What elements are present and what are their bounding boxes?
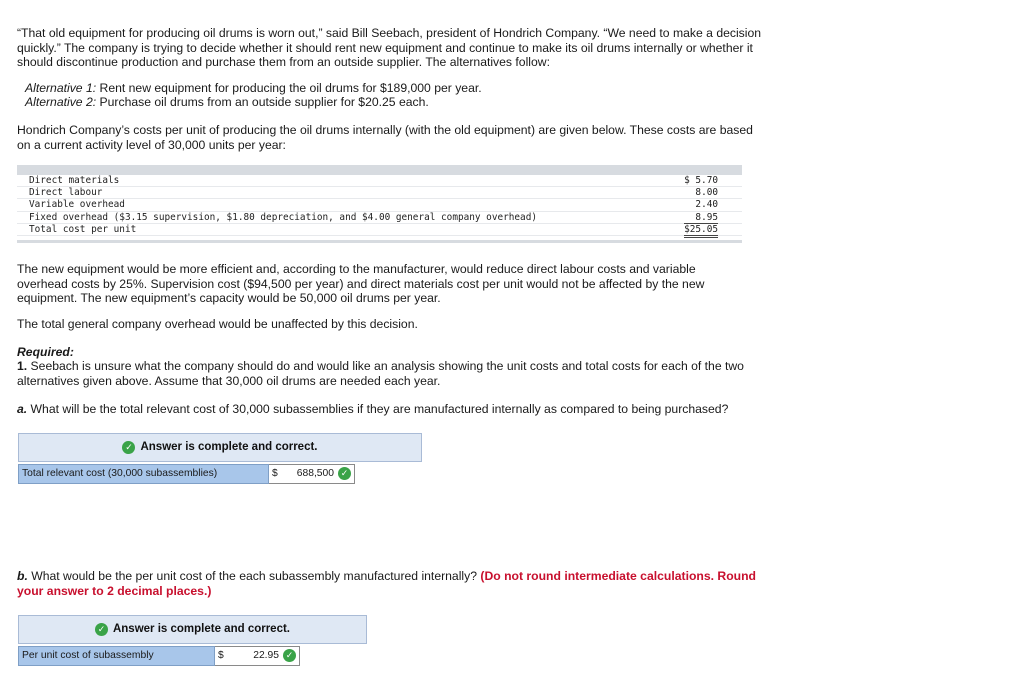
currency-symbol: $ [272, 468, 278, 479]
question-b-instruction: (Do not round intermediate calculations. Round your answer to 2 decimal places.) [17, 569, 756, 598]
question-1 [17, 359, 777, 388]
answer-b-status-text: Answer is complete and correct. [112, 623, 291, 636]
overhead-note: The total general company overhead would be unaffected by this decision. [17, 317, 418, 331]
answer-b-value: 22.95 [253, 650, 279, 661]
alternative-1 [25, 81, 482, 96]
answer-b-row [18, 646, 300, 666]
answer-a-label: Total relevant cost (30,000 subassemblies) [18, 464, 269, 484]
answer-b-input[interactable] [215, 646, 300, 666]
row-value: 2.40 [695, 199, 718, 211]
check-circle-icon: ✓ [283, 649, 296, 662]
alternative-2 [25, 95, 429, 110]
question-a-letter: a. [17, 402, 28, 416]
question-1-number: 1. [17, 359, 28, 373]
alternative-2-label: Alternative 2: [25, 95, 97, 109]
answer-b-status-banner [18, 615, 367, 644]
table-total-row [17, 224, 742, 236]
table-row [17, 199, 742, 211]
answer-a-row [18, 464, 355, 484]
currency-symbol: $ [218, 650, 224, 661]
question-a-text: What will be the total relevant cost of 30,000 subassemblies if they are manufactured internally as compared to being purchased? [27, 402, 729, 416]
alternative-1-text: Rent new equipment for producing the oil drums for $189,000 per year. [96, 81, 482, 95]
answer-b-label: Per unit cost of subassembly [18, 646, 215, 666]
check-circle-icon: ✓ [122, 441, 135, 454]
row-label: Fixed overhead ($3.15 supervision, $1.80 depreciation, and $4.00 general company overhead) [29, 211, 537, 223]
question-a [17, 402, 777, 417]
table-header-bar [17, 165, 742, 175]
table-row [17, 212, 742, 224]
answer-a-input[interactable] [269, 464, 355, 484]
check-circle-icon: ✓ [95, 623, 108, 636]
required-heading: Required: [17, 345, 74, 359]
row-value: 8.95 [695, 211, 718, 223]
table-footer-bar [17, 240, 742, 243]
question-b [17, 569, 777, 598]
alternative-1-label: Alternative 1: [25, 81, 97, 95]
row-label: Direct materials [29, 175, 120, 186]
answer-a-value: 688,500 [296, 468, 334, 479]
table-row [17, 175, 742, 187]
table-row [17, 187, 742, 199]
check-circle-icon: ✓ [338, 467, 351, 480]
question-1-text: Seebach is unsure what the company should do and would like an analysis showing the unit costs and total costs for each of the two alternatives given above. Assume that 30,000 oil drums are needed each year. [17, 359, 744, 388]
question-b-text: What would be the per unit cost of the each subassembly manufactured internally? [27, 569, 481, 583]
unit-cost-table [17, 165, 742, 243]
intro-paragraph: “That old equipment for producing oil drums is worn out,” said Bill Seebach, president of Hondrich Company. “We need to make a decision quickly.” The company is trying to decide whether it should rent new equipment and continue to make its oil drums internally or whether it should discontinue production and purchase them from an outside supplier. The alternatives follow: [17, 26, 762, 69]
answer-a-status-banner [18, 433, 422, 462]
answer-a-status-text: Answer is complete and correct. [140, 441, 318, 454]
question-b-letter: b. [17, 569, 28, 583]
row-value: $ 5.70 [684, 175, 718, 186]
row-value: 8.00 [695, 187, 718, 199]
costs-intro-paragraph: Hondrich Company’s costs per unit of producing the oil drums internally (with the old equipment) are given below. These costs are based on a current activity level of 30,000 units per year: [17, 123, 753, 152]
new-equipment-paragraph: The new equipment would be more efficient and, according to the manufacturer, would reduce direct labour costs and variable overhead costs by 25%. Supervision cost ($94,500 per year) and direct materials cost per unit would not be affected by the new equipment. The new equipment’s capacity would be 50,000 oil drums per year. [17, 262, 705, 305]
alternative-2-text: Purchase oil drums from an outside supplier for $20.25 each. [96, 95, 429, 109]
row-value: $25.05 [684, 223, 718, 238]
row-label: Direct labour [29, 187, 103, 199]
row-label: Total cost per unit [29, 223, 137, 235]
row-label: Variable overhead [29, 199, 125, 211]
